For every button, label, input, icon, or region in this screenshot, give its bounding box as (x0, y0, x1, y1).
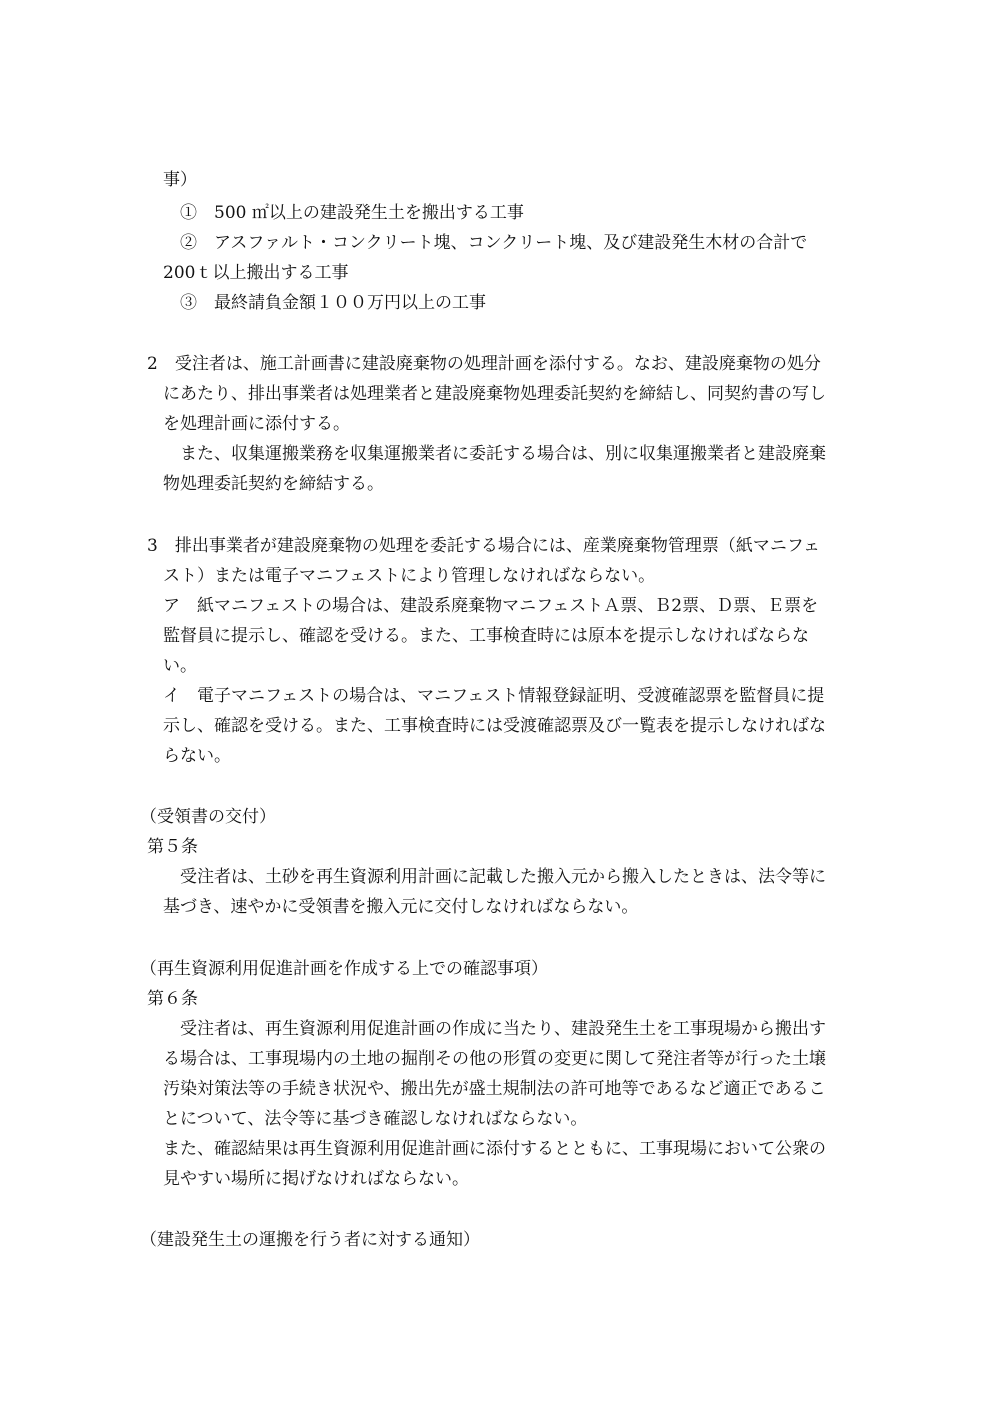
article-7-heading: （建設発生土の運搬を行う者に対する通知） (140, 1230, 480, 1250)
article-6-line: る場合は、工事現場内の土地の掘削その他の形質の変更に関して発注者等が行った土壌 (163, 1049, 826, 1069)
article-6-line: また、確認結果は再生資源利用促進計画に添付するとともに、工事現場において公衆の (163, 1139, 826, 1159)
sub-item-a: ア 紙マニフェストの場合は、建設系廃棄物マニフェストＡ票、Ｂ2票、Ｄ票、Ｅ票を (163, 596, 819, 616)
article-5-heading: （受領書の交付） (140, 807, 276, 827)
article-6-line: 受注者は、再生資源利用促進計画の作成に当たり、建設発生土を工事現場から搬出す (180, 1019, 826, 1039)
paragraph-3-line: 3 排出事業者が建設廃棄物の処理を委託する場合には、産業廃棄物管理票（紙マニフェ (147, 536, 820, 556)
article-6-line: 見やすい場所に掲げなければならない。 (163, 1169, 469, 1189)
article-5-line: 受注者は、土砂を再生資源利用計画に記載した搬入元から搬入したときは、法令等に (180, 867, 826, 887)
paragraph-2-line: 2 受注者は、施工計画書に建設廃棄物の処理計画を添付する。なお、建設廃棄物の処分 (147, 354, 821, 374)
intro-line: 事） (163, 170, 197, 190)
sub-item-a-line: い。 (163, 656, 197, 676)
list-item-2-continued: 200ｔ以上搬出する工事 (163, 263, 349, 283)
article-6-heading: （再生資源利用促進計画を作成する上での確認事項） (140, 959, 548, 979)
paragraph-2-line: 物処理委託契約を締結する。 (163, 474, 384, 494)
article-5-number: 第５条 (147, 837, 198, 857)
paragraph-3-line: スト）または電子マニフェストにより管理しなければならない。 (163, 566, 656, 586)
sub-item-b-line: らない。 (163, 746, 231, 766)
list-item-3: ③ 最終請負金額１００万円以上の工事 (180, 293, 486, 313)
list-item-2: ② アスファルト・コンクリート塊、コンクリート塊、及び建設発生木材の合計で (180, 233, 808, 253)
list-item-1: ① 500 ㎡以上の建設発生土を搬出する工事 (180, 203, 524, 223)
article-6-line: とについて、法令等に基づき確認しなければならない。 (163, 1109, 588, 1129)
sub-item-b: イ 電子マニフェストの場合は、マニフェスト情報登録証明、受渡確認票を監督員に提 (163, 686, 825, 706)
article-5-line: 基づき、速やかに受領書を搬入元に交付しなければならない。 (163, 897, 639, 917)
paragraph-2-line: にあたり、排出事業者は処理業者と建設廃棄物処理委託契約を締結し、同契約書の写し (163, 384, 826, 404)
article-6-number: 第６条 (147, 989, 198, 1009)
sub-item-a-line: 監督員に提示し、確認を受ける。また、工事検査時には原本を提示しなければならな (163, 626, 809, 646)
paragraph-2-line: を処理計画に添付する。 (163, 414, 350, 434)
sub-item-b-line: 示し、確認を受ける。また、工事検査時には受渡確認票及び一覧表を提示しなければな (163, 716, 826, 736)
paragraph-2-line: また、収集運搬業務を収集運搬業者に委託する場合は、別に収集運搬業者と建設廃棄 (180, 444, 826, 464)
article-6-line: 汚染対策法等の手続き状況や、搬出先が盛土規制法の許可地等であるなど適正であるこ (163, 1079, 826, 1099)
